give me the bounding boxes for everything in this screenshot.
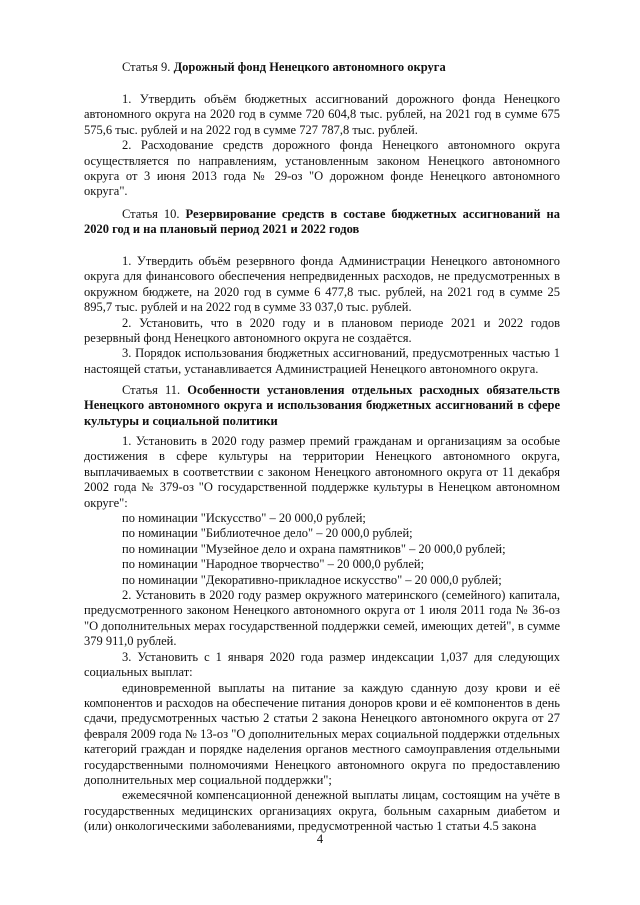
article-11-paragraph-2: 2. Установить в 2020 году размер окружного материнского (семейного) капитала, предусмотренного законом Ненецкого автономного округа от 1 июля 2011 года № 36-оз "О дополнительных мерах государственной поддержки семей, имеющих детей", в сумме 379 911,0 рублей.: [84, 588, 560, 649]
article-9-label: Статья 9.: [122, 60, 171, 74]
article-11-heading: [84, 383, 560, 429]
article-10-heading: [84, 207, 560, 238]
article-10: [84, 207, 560, 238]
article-9-paragraph-1: 1. Утвердить объём бюджетных ассигнований дорожного фонда Ненецкого автономного округа на 2020 год в сумме 720 604,8 тыс. рублей, на 2021 год в сумме 675 575,6 тыс. рублей и на 2022 год в сумме 727 787,8 тыс. рублей.: [84, 92, 560, 137]
nomination-item: по номинации "Народное творчество" – 20 000,0 рублей;: [122, 557, 425, 572]
article-11-paragraph-3: 3. Установить с 1 января 2020 года размер индексации 1,037 для следующих социальных выплат:: [84, 649, 560, 680]
article-9-heading: [84, 60, 560, 75]
article-11-paragraph-1: 1. Установить в 2020 году размер премий гражданам и организациям за особые достижения в сфере культуры на территории Ненецкого автономного округа, выплачиваемых в соответствии с законом Ненецкого автономного округа от 11 декабря 2002 года № 379-оз "О государственной поддержке культуры в Ненецком автономном округе":: [84, 434, 560, 510]
article-10-paragraph-1: 1. Утвердить объём резервного фонда Администрации Ненецкого автономного округа для финансового обеспечения непредвиденных расходов, не предусмотренных в окружном бюджете, на 2020 год в сумме 6 477,8 тыс. рублей, на 2021 год в сумме 25 895,7 тыс. рублей и на 2022 год в сумме 33 037,0 тыс. рублей.: [84, 254, 560, 315]
article-11-title: Особенности установления отдельных расходных обязательств Ненецкого автономного округа и использования бюджетных ассигнований в сфере культуры и социальной политики: [84, 383, 561, 428]
nomination-item: по номинации "Декоративно-прикладное искусство" – 20 000,0 рублей;: [122, 572, 502, 587]
article-9-title: Дорожный фонд Ненецкого автономного округа: [173, 60, 446, 74]
nomination-item: по номинации "Искусство" – 20 000,0 рублей;: [122, 511, 366, 526]
nomination-item: по номинации "Музейное дело и охрана памятников" – 20 000,0 рублей;: [122, 541, 506, 556]
article-10-body: [84, 254, 560, 377]
nomination-item: по номинации "Библиотечное дело" – 20 000,0 рублей;: [122, 526, 413, 541]
article-11: [84, 383, 560, 429]
article-10-label: Статья 10.: [122, 207, 180, 221]
article-10-title: Резервирование средств в составе бюджетных ассигнований на 2020 год и на плановый период 2021 и 2022 годов: [84, 207, 560, 237]
article-9-body: [84, 92, 560, 200]
article-9-paragraph-2: 2. Расходование средств дорожного фонда Ненецкого автономного округа осуществляется по направлениям, установленным законом Ненецкого автономного округа от 3 июня 2013 года № 29-оз "О дорожном фонде Ненецкого автономного округа".: [84, 138, 560, 199]
article-11-paragraph-3b: ежемесячной компенсационной денежной выплаты лицам, состоящим на учёте в государственных медицинских организациях округа, больным сахарным диабетом и (или) онкологическими заболеваниями, предусмотренной частью 1 статьи 4.5 закона: [84, 788, 560, 834]
page-number: 4: [316, 832, 324, 846]
article-9: [84, 60, 560, 75]
article-11-body: [84, 434, 560, 835]
article-10-paragraph-2: 2. Установить, что в 2020 году и в плановом периоде 2021 и 2022 годов резервный фонд Ненецкого автономного округа не создаётся.: [84, 315, 560, 346]
article-11-paragraph-3a: единовременной выплаты на питание за каждую сданную дозу крови и её компонентов и расходов на обеспечение питания доноров крови и её компонентов в день сдачи, предусмотренных частью 2 статьи 2 закона Ненецкого автономного округа от 27 февраля 2009 года № 13-оз "О дополнительных мерах социальной поддержки отдельных категорий граждан и порядке наделения органов местного самоуправления отдельными государственными полномочиями Ненецкого автономного округа по предоставлению дополнительных мер социальной поддержки";: [84, 680, 560, 787]
article-11-label: Статья 11.: [122, 383, 181, 397]
article-10-paragraph-3: 3. Порядок использования бюджетных ассигнований, предусмотренных частью 1 настоящей статьи, устанавливается Администрацией Ненецкого автономного округа.: [84, 346, 560, 376]
